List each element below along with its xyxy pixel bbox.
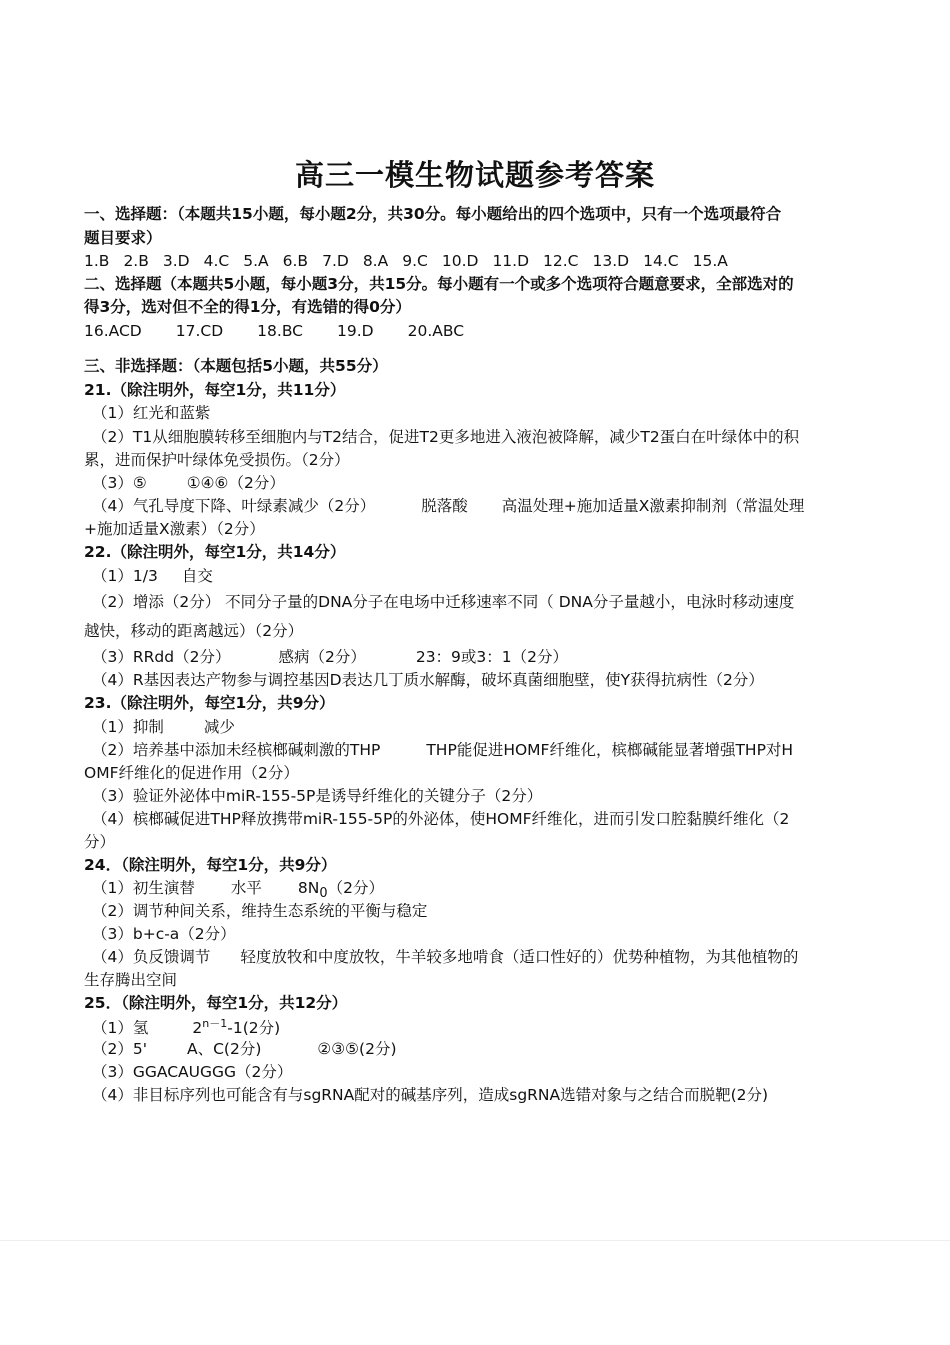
section2-answers xyxy=(84,322,874,341)
q21-part4 xyxy=(92,497,882,516)
q24-part2: （2）调节种间关系，维持生态系统的平衡与稳定 xyxy=(92,902,428,920)
answer-item: 7.D xyxy=(322,252,349,270)
q21-part4-line2: +施加适量X激素）（2分） xyxy=(84,520,265,538)
q23-part2-answer-a: （2）培养基中添加未经槟榔碱刺激的THP xyxy=(92,741,381,759)
q22-part3 xyxy=(92,648,882,667)
q23-part4-line2: 分） xyxy=(84,833,116,851)
answer-item: 5.A xyxy=(243,252,269,270)
q23-part2-line2: OMF纤维化的促进作用（2分） xyxy=(84,764,299,782)
q22-part2-line1: （2）增添（2分） 不同分子量的DNA分子在电场中迁移速率不同（ DNA分子量越小，电泳时移动速度 xyxy=(92,593,795,611)
answer-item: 3.D xyxy=(162,252,190,270)
q23-part2-answer-b: THP能促进HOMF纤维化，槟榔碱能显著增强THP对H xyxy=(426,741,794,759)
section2-heading-line1: 二、选择题（本题共5小题，每小题3分，共15分。每小题有一个或多个选项符合题意要求，全部选对的 xyxy=(84,275,794,293)
q23-part1 xyxy=(92,718,882,737)
q24-part1-answer-c: 8N xyxy=(297,879,320,897)
q21-part4-answer-a: （4）气孔导度下降、叶绿素减少（2分） xyxy=(92,497,376,515)
q24-part3: （3）b+c-a（2分） xyxy=(92,925,236,943)
q23-part4-line1: （4）槟榔碱促进THP释放携带miR-155-5P的外泌体，使HOMF纤维化，进而引发口腔黏膜纤维化（2 xyxy=(92,810,790,828)
q24-part4-line2: 生存腾出空间 xyxy=(84,971,178,989)
q24-part4-answer-a: （4）负反馈调节 xyxy=(92,948,211,966)
page-divider xyxy=(0,1240,950,1241)
q21-part3 xyxy=(92,474,882,493)
q21-part2-line2: 累，进而保护叶绿体免受损伤。（2分） xyxy=(84,451,350,469)
answer-item: 6.B xyxy=(282,252,309,270)
answer-item: 10.D xyxy=(441,252,479,270)
answer-item: 4.C xyxy=(203,252,230,270)
q22-part1-answer-a: （1）1/3 xyxy=(92,567,158,585)
answer-item: 14.C xyxy=(643,252,679,270)
answer-item: 9.C xyxy=(402,252,428,270)
q25-part4: （4）非目标序列也可能含有与sgRNA配对的碱基序列，造成sgRNA选错对象与之结合而脱靶(2分) xyxy=(92,1086,769,1104)
q25-part1 xyxy=(92,1017,882,1039)
section2-heading-line2: 得3分，选对但不全的得1分，有选错的得0分） xyxy=(84,298,411,316)
q25-part1-answer-a: （1）氢 xyxy=(92,1019,149,1038)
q21-part4-answer-c: 高温处理+施加适量X激素抑制剂（常温处理 xyxy=(501,497,805,515)
q22-part1-answer-b: 自交 xyxy=(181,567,213,585)
answer-item: 15.A xyxy=(692,252,728,270)
q23-part3: （3）验证外泌体中miR-155-5P是诱导纤维化的关键分子（2分） xyxy=(92,787,543,805)
q25-part1-answer-b: 2 xyxy=(192,1019,203,1038)
q24-part1 xyxy=(92,879,882,902)
answer-item: 12.C xyxy=(543,252,579,270)
answer-item: 17.CD xyxy=(175,322,224,340)
q23-heading: 23.（除注明外，每空1分，共9分） xyxy=(84,694,335,712)
q24-part1-subscript: 0 xyxy=(319,886,328,902)
answer-item: 11.D xyxy=(492,252,530,270)
answer-item: 20.ABC xyxy=(407,322,465,340)
q22-part1 xyxy=(92,567,882,586)
section1-heading-line1: 一、选择题：（本题共15小题，每小题2分，共30分。每小题给出的四个选项中，只有一个选项最符合 xyxy=(84,205,782,223)
q22-part3-answer-c: 23：9或3：1（2分） xyxy=(415,648,568,666)
q21-part3-answer-b: ①④⑥（2分） xyxy=(186,474,285,492)
q22-part3-answer-a: （3）RRdd（2分） xyxy=(92,648,231,666)
q25-part1-answer-c: -1(2分) xyxy=(227,1019,281,1038)
q25-part1-superscript: n－1 xyxy=(202,1017,228,1030)
q23-part1-answer-a: （1）抑制 xyxy=(92,718,164,736)
answer-item: 19.D xyxy=(337,322,374,340)
answer-item: 13.D xyxy=(592,252,630,270)
answer-item: 1.B xyxy=(84,252,110,270)
q21-part4-answer-b: 脱落酸 xyxy=(421,497,468,515)
section1-heading-line2: 题目要求） xyxy=(84,229,162,247)
q22-part4: （4）R基因表达产物参与调控基因D表达几丁质水解酶，破坏真菌细胞壁，使Y获得抗病性（2分） xyxy=(92,671,764,689)
section1-answers xyxy=(84,252,874,271)
answer-item: 18.BC xyxy=(257,322,304,340)
q22-part3-answer-b: 感病（2分） xyxy=(278,648,366,666)
q23-part1-answer-b: 减少 xyxy=(203,718,235,736)
q21-heading: 21.（除注明外，每空1分，共11分） xyxy=(84,381,346,399)
q22-part2-line2: 越快，移动的距离越远）（2分） xyxy=(84,622,304,640)
q24-part1-answer-b: 水平 xyxy=(230,879,262,897)
q21-part1: （1）红光和蓝紫 xyxy=(92,404,211,422)
q24-part4-answer-b: 轻度放牧和中度放牧，牛羊较多地啃食（适口性好的）优势种植物，为其他植物的 xyxy=(240,948,799,966)
q24-part1-answer-a: （1）初生演替 xyxy=(92,879,195,897)
q22-heading: 22.（除注明外，每空1分，共14分） xyxy=(84,543,346,561)
q25-part2-answer-c: ②③⑤(2分) xyxy=(317,1040,397,1058)
q25-part3: （3）GGACAUGGG（2分） xyxy=(92,1063,293,1081)
q24-heading: 24．（除注明外，每空1分，共9分） xyxy=(84,856,337,874)
q23-part2 xyxy=(92,741,882,760)
answer-item: 2.B xyxy=(123,252,149,270)
q24-part1-answer-d: （2分） xyxy=(327,879,384,897)
q21-part2-line1: （2）T1从细胞膜转移至细胞内与T2结合，促进T2更多地进入液泡被降解，减少T2蛋白在叶绿体中的积 xyxy=(92,428,800,446)
q24-part4 xyxy=(92,948,882,967)
q25-heading: 25．（除注明外，每空1分，共12分） xyxy=(84,994,348,1012)
q21-part3-answer-a: （3）⑤ xyxy=(92,474,147,492)
section3-heading: 三、非选择题：（本题包括5小题，共55分） xyxy=(84,357,388,375)
document-title: 高三一模生物试题参考答案 xyxy=(294,158,655,192)
q25-part2-answer-b: A、C(2分) xyxy=(186,1040,262,1058)
q25-part2 xyxy=(92,1040,882,1059)
answer-item: 8.A xyxy=(362,252,389,270)
answer-item: 16.ACD xyxy=(84,322,142,340)
q25-part2-answer-a: （2）5' xyxy=(92,1040,147,1058)
